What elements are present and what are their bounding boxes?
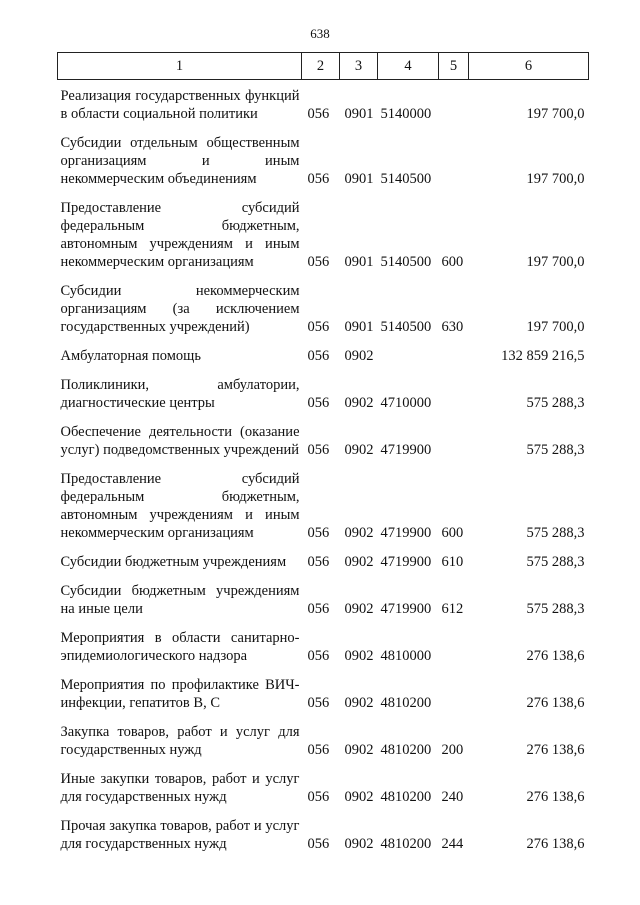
- row-name: Прочая закупка товаров, работ и услуг для государственных нужд: [60, 818, 300, 852]
- table-row: [58, 80, 589, 128]
- table-row: [58, 810, 589, 857]
- row-expense-type: 630: [441, 319, 464, 335]
- row-article-code: 4719900: [380, 525, 432, 541]
- row-name: Субсидии бюджетным учреждениям на иные цели: [60, 583, 300, 617]
- row-article-code: 4719900: [380, 554, 432, 570]
- row-expense-type: 600: [441, 525, 464, 541]
- row-expense-type: [439, 622, 469, 669]
- row-expense-type: [439, 80, 469, 128]
- row-name: Предоставление субсидий федеральным бюджетным, автономным учреждениям и иным некоммерческим организациям: [60, 471, 300, 541]
- row-expense-type: [439, 127, 469, 192]
- row-ved-code: 056: [307, 601, 330, 617]
- row-section-code: 0901: [344, 171, 374, 187]
- row-expense-type: [439, 416, 469, 463]
- row-ved-code: 056: [307, 171, 330, 187]
- row-name: Реализация государственных функций в области социальной политики: [60, 88, 300, 122]
- row-name: Субсидии некоммерческим организациям (за исключением государственных учреждений): [60, 283, 300, 335]
- table-row: [58, 416, 589, 463]
- row-ved-code: 056: [307, 395, 330, 411]
- header-row: [58, 53, 589, 80]
- row-article-code: 4810200: [380, 836, 432, 852]
- row-expense-type: 200: [441, 742, 464, 758]
- row-article-code: 4719900: [380, 442, 432, 458]
- row-name: Обеспечение деятельности (оказание услуг) подведомственных учреждений: [60, 424, 300, 458]
- row-ved-code: 056: [307, 348, 330, 364]
- row-section-code: 0902: [344, 525, 374, 541]
- row-section-code: 0902: [344, 695, 374, 711]
- row-ved-code: 056: [307, 319, 330, 335]
- row-amount: 575 288,3: [526, 554, 585, 570]
- column-header-6: 6: [469, 53, 589, 80]
- table-row: [58, 340, 589, 369]
- row-name: Амбулаторная помощь: [60, 348, 201, 364]
- row-expense-type: 244: [441, 836, 464, 852]
- row-ved-code: 056: [307, 789, 330, 805]
- table-row: [58, 546, 589, 575]
- row-name: Предоставление субсидий федеральным бюджетным, автономным учреждениям и иным некоммерческим организациям: [60, 200, 300, 270]
- row-name: Закупка товаров, работ и услуг для государственных нужд: [60, 724, 300, 758]
- row-article-code: 4810200: [380, 695, 432, 711]
- row-name: Мероприятия в области санитарно-эпидемиологического надзора: [60, 630, 300, 664]
- row-ved-code: 056: [307, 836, 330, 852]
- row-ved-code: 056: [307, 525, 330, 541]
- row-article-code: 4719900: [380, 601, 432, 617]
- row-name: Иные закупки товаров, работ и услуг для государственных нужд: [60, 771, 300, 805]
- row-article-code: 5140500: [380, 254, 432, 270]
- row-amount: 197 700,0: [526, 171, 585, 187]
- row-section-code: 0901: [344, 319, 374, 335]
- table-row: [58, 192, 589, 275]
- row-section-code: 0901: [344, 106, 374, 122]
- table-row: [58, 763, 589, 810]
- column-header-5: 5: [439, 53, 469, 80]
- row-amount: 575 288,3: [526, 601, 585, 617]
- row-article-code: 4710000: [380, 395, 432, 411]
- row-ved-code: 056: [307, 106, 330, 122]
- row-article-code: 4810000: [380, 648, 432, 664]
- row-section-code: 0902: [344, 648, 374, 664]
- row-amount: 276 138,6: [526, 695, 585, 711]
- row-expense-type: 612: [441, 601, 464, 617]
- table-row: [58, 716, 589, 763]
- table-row: [58, 127, 589, 192]
- row-amount: 132 859 216,5: [501, 348, 585, 364]
- row-amount: 276 138,6: [526, 742, 585, 758]
- row-amount: 575 288,3: [526, 395, 585, 411]
- row-expense-type: [439, 369, 469, 416]
- page-number: 638: [310, 26, 330, 41]
- row-section-code: 0902: [344, 442, 374, 458]
- row-ved-code: 056: [307, 648, 330, 664]
- row-section-code: 0902: [344, 554, 374, 570]
- row-ved-code: 056: [307, 442, 330, 458]
- column-header-1: 1: [58, 53, 302, 80]
- table-row: [58, 369, 589, 416]
- row-article-code: 5140000: [380, 106, 432, 122]
- row-name: Субсидии отдельным общественным организациям и иным некоммерческим объединениям: [60, 135, 300, 187]
- row-name: Субсидии бюджетным учреждениям: [60, 554, 287, 570]
- row-amount: 197 700,0: [526, 254, 585, 270]
- row-article-code: 4810200: [380, 742, 432, 758]
- row-amount: 276 138,6: [526, 648, 585, 664]
- column-header-2: 2: [302, 53, 340, 80]
- column-header-4: 4: [378, 53, 439, 80]
- table-row: [58, 622, 589, 669]
- row-amount: 575 288,3: [526, 525, 585, 541]
- row-expense-type: 240: [441, 789, 464, 805]
- row-expense-type: [439, 340, 469, 369]
- table-row: [58, 575, 589, 622]
- table-row: [58, 275, 589, 340]
- column-header-3: 3: [340, 53, 378, 80]
- row-section-code: 0902: [344, 395, 374, 411]
- row-ved-code: 056: [307, 254, 330, 270]
- row-amount: 276 138,6: [526, 836, 585, 852]
- row-name: Поликлиники, амбулатории, диагностические центры: [60, 377, 300, 411]
- row-article-code: [378, 340, 439, 369]
- row-section-code: 0902: [344, 789, 374, 805]
- row-amount: 197 700,0: [526, 106, 585, 122]
- row-expense-type: 600: [441, 254, 464, 270]
- row-ved-code: 056: [307, 554, 330, 570]
- row-article-code: 5140500: [380, 319, 432, 335]
- row-section-code: 0902: [344, 601, 374, 617]
- row-section-code: 0902: [344, 348, 374, 364]
- row-amount: 276 138,6: [526, 789, 585, 805]
- row-article-code: 4810200: [380, 789, 432, 805]
- row-ved-code: 056: [307, 742, 330, 758]
- row-section-code: 0902: [344, 836, 374, 852]
- row-article-code: 5140500: [380, 171, 432, 187]
- budget-table: [57, 52, 589, 857]
- row-name: Мероприятия по профилактике ВИЧ-инфекции, гепатитов В, С: [60, 677, 300, 711]
- row-section-code: 0901: [344, 254, 374, 270]
- row-amount: 197 700,0: [526, 319, 585, 335]
- row-section-code: 0902: [344, 742, 374, 758]
- row-expense-type: 610: [441, 554, 464, 570]
- table-row: [58, 669, 589, 716]
- row-amount: 575 288,3: [526, 442, 585, 458]
- table-row: [58, 463, 589, 546]
- row-ved-code: 056: [307, 695, 330, 711]
- row-expense-type: [439, 669, 469, 716]
